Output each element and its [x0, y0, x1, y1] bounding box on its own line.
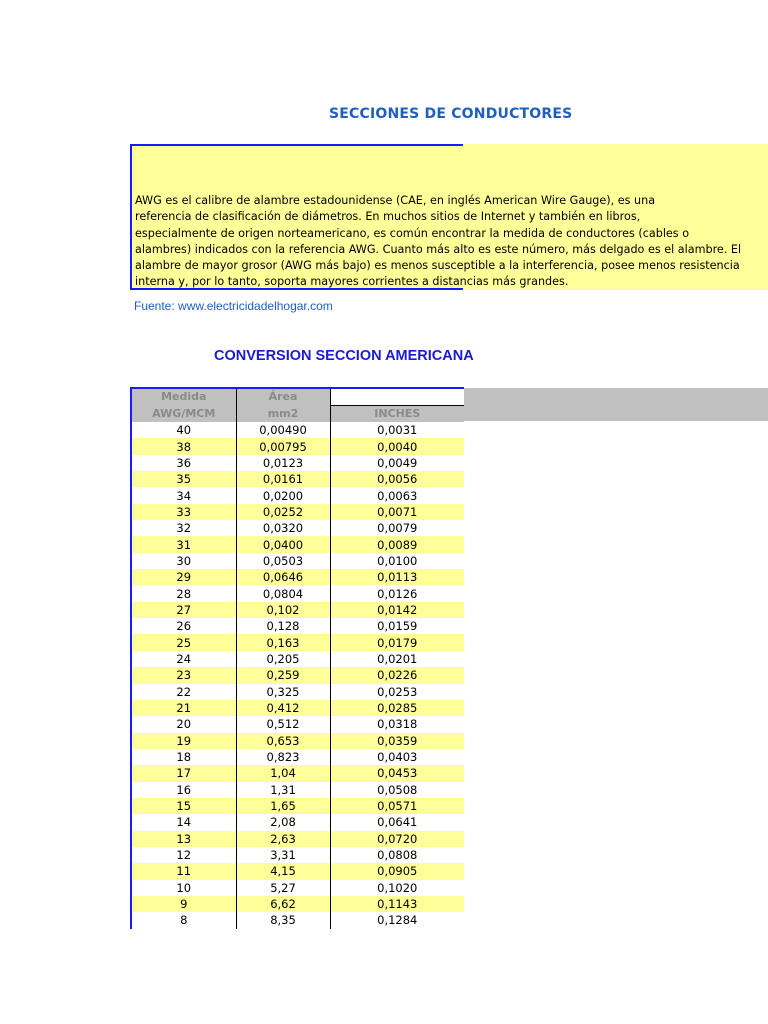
awg-cell: 31 [131, 536, 236, 552]
inches-cell: 0,0359 [330, 733, 464, 749]
area-cell: 0,205 [236, 651, 330, 667]
table-row [131, 667, 464, 683]
inches-cell: 0,0063 [377, 488, 418, 503]
inches-cell: 0,0720 [330, 831, 464, 847]
inches-cell: 0,0403 [377, 750, 418, 765]
table-row [131, 896, 464, 912]
table-row [131, 765, 464, 781]
inches-cell: 0,0285 [330, 700, 464, 716]
inches-cell: 0,0808 [377, 848, 418, 863]
area-cell: 0,00490 [236, 422, 330, 438]
area-cell: 0,0252 [236, 504, 330, 520]
table-header-row [131, 406, 464, 423]
awg-cell: 16 [131, 782, 236, 798]
awg-cell: 13 [131, 831, 236, 847]
awg-cell: 20 [131, 716, 236, 732]
table-row [131, 422, 464, 438]
inches-cell: 0,0159 [377, 619, 418, 634]
area-cell: 0,00795 [236, 438, 330, 454]
area-cell: 2,08 [236, 814, 330, 830]
description-box [130, 144, 742, 290]
inches-cell: 0,0126 [377, 586, 418, 601]
table-row [131, 814, 464, 830]
table-title: CONVERSION SECCION AMERICANA [214, 348, 474, 364]
inches-cell: 0,0179 [330, 634, 464, 650]
inches-cell: 0,1284 [377, 913, 418, 928]
inches-cell: 0,0201 [377, 651, 418, 666]
area-cell: 0,259 [236, 667, 330, 683]
awg-cell: 22 [131, 684, 236, 700]
area-cell: 1,31 [236, 782, 330, 798]
awg-cell: 25 [131, 634, 236, 650]
conversion-table [130, 387, 464, 929]
area-cell: 0,163 [236, 634, 330, 650]
inches-cell: 0,0226 [330, 667, 464, 683]
description-line: alambre de mayor grosor (AWG más bajo) es menos susceptible a la interferencia, posee menos resistencia [135, 259, 740, 273]
table-row [131, 831, 464, 847]
inches-cell: 0,1020 [377, 880, 418, 895]
inches-cell: 0,0142 [330, 602, 464, 618]
area-cell: 0,128 [236, 618, 330, 634]
inches-cell: 0,0253 [377, 684, 418, 699]
table-row [131, 536, 464, 552]
area-cell: 0,0503 [236, 553, 330, 569]
area-cell: 0,325 [236, 684, 330, 700]
source-link[interactable]: Fuente: www.electricidadelhogar.com [134, 299, 333, 313]
inches-cell: 0,0031 [377, 423, 418, 438]
description-text [135, 193, 742, 291]
description-line: alambres) indicados con la referencia AWG. Cuanto más alto es este número, más delgado es el alambre. El [135, 242, 742, 256]
table-row [131, 438, 464, 454]
area-cell: 0,0400 [236, 536, 330, 552]
awg-cell: 35 [131, 471, 236, 487]
area-cell: 2,63 [236, 831, 330, 847]
table-row [131, 716, 464, 732]
awg-cell: 23 [131, 667, 236, 683]
area-cell: 6,62 [236, 896, 330, 912]
header-awg-bottom: AWG/MCM [131, 406, 236, 423]
table-row [131, 863, 464, 879]
awg-cell: 9 [131, 896, 236, 912]
awg-cell: 30 [131, 553, 236, 569]
table-row [131, 912, 464, 928]
area-cell: 0,0320 [236, 520, 330, 536]
area-cell: 0,0123 [236, 455, 330, 471]
description-line: interna y, por lo tanto, soporta mayores corrientes a distancias más grandes. [135, 275, 569, 289]
inches-cell: 0,0641 [377, 815, 418, 830]
awg-cell: 10 [131, 880, 236, 896]
area-cell: 5,27 [236, 880, 330, 896]
description-line: referencia de clasificación de diámetros. En muchos sitios de Internet y también en libros, [135, 210, 641, 224]
inches-cell: 0,0508 [377, 782, 418, 797]
area-cell: 0,0646 [236, 569, 330, 585]
header-awg-top: Medida [131, 388, 236, 406]
header-area-bottom: mm2 [236, 406, 330, 423]
area-cell: 0,412 [236, 700, 330, 716]
awg-cell: 12 [131, 847, 236, 863]
awg-cell: 18 [131, 749, 236, 765]
conversion-table-container [130, 387, 463, 931]
area-cell: 1,65 [236, 798, 330, 814]
inches-cell: 0,0905 [330, 863, 464, 879]
inches-cell: 0,0100 [377, 553, 418, 568]
awg-cell: 21 [131, 700, 236, 716]
awg-cell: 19 [131, 733, 236, 749]
table-row [131, 798, 464, 814]
table-header-row [131, 388, 464, 406]
awg-cell: 27 [131, 602, 236, 618]
description-line: AWG es el calibre de alambre estadounidense (CAE, en inglés American Wire Gauge), es una [135, 194, 656, 207]
awg-cell: 8 [131, 912, 236, 928]
inches-cell: 0,1143 [330, 896, 464, 912]
awg-cell: 29 [131, 569, 236, 585]
table-row [131, 618, 464, 634]
inches-cell: 0,0089 [330, 536, 464, 552]
table-row [131, 880, 464, 896]
area-cell: 0,823 [236, 749, 330, 765]
awg-cell: 26 [131, 618, 236, 634]
table-row [131, 733, 464, 749]
area-cell: 0,653 [236, 733, 330, 749]
awg-cell: 28 [131, 585, 236, 601]
table-row [131, 504, 464, 520]
inches-cell: 0,0079 [377, 521, 418, 536]
inches-cell: 0,0571 [330, 798, 464, 814]
awg-cell: 34 [131, 487, 236, 503]
table-row [131, 602, 464, 618]
table-row [131, 700, 464, 716]
area-cell: 0,0200 [236, 487, 330, 503]
description-line: especialmente de origen norteamericano, es común encontrar la medida de conductores (cables o [135, 226, 690, 240]
area-cell: 3,31 [236, 847, 330, 863]
table-row [131, 487, 464, 503]
awg-cell: 15 [131, 798, 236, 814]
area-cell: 0,102 [236, 602, 330, 618]
table-row [131, 782, 464, 798]
table-body [131, 422, 464, 929]
inches-cell: 0,0113 [330, 569, 464, 585]
area-cell: 0,0804 [236, 585, 330, 601]
awg-cell: 32 [131, 520, 236, 536]
table-row [131, 569, 464, 585]
table-row [131, 634, 464, 650]
area-cell: 1,04 [236, 765, 330, 781]
area-cell: 0,0161 [236, 471, 330, 487]
header-inches: INCHES [330, 406, 464, 423]
page-title: SECCIONES DE CONDUCTORES [329, 106, 573, 122]
table-row [131, 471, 464, 487]
table-header-overflow [463, 388, 768, 421]
inches-cell: 0,0040 [330, 438, 464, 454]
inches-cell: 0,0056 [330, 471, 464, 487]
awg-cell: 11 [131, 863, 236, 879]
awg-cell: 24 [131, 651, 236, 667]
awg-cell: 33 [131, 504, 236, 520]
table-row [131, 847, 464, 863]
header-inches-top [330, 388, 464, 406]
inches-cell: 0,0318 [377, 717, 418, 732]
awg-cell: 40 [131, 422, 236, 438]
inches-cell: 0,0071 [330, 504, 464, 520]
table-row [131, 553, 464, 569]
awg-cell: 17 [131, 765, 236, 781]
awg-cell: 36 [131, 455, 236, 471]
inches-cell: 0,0453 [330, 765, 464, 781]
area-cell: 8,35 [236, 912, 330, 928]
awg-cell: 38 [131, 438, 236, 454]
area-cell: 0,512 [236, 716, 330, 732]
inches-cell: 0,0049 [377, 455, 418, 470]
area-cell: 4,15 [236, 863, 330, 879]
table-row [131, 520, 464, 536]
table-row [131, 749, 464, 765]
table-row [131, 585, 464, 601]
table-row [131, 651, 464, 667]
table-row [131, 684, 464, 700]
awg-cell: 14 [131, 814, 236, 830]
table-row [131, 455, 464, 471]
header-area-top: Área [236, 388, 330, 406]
